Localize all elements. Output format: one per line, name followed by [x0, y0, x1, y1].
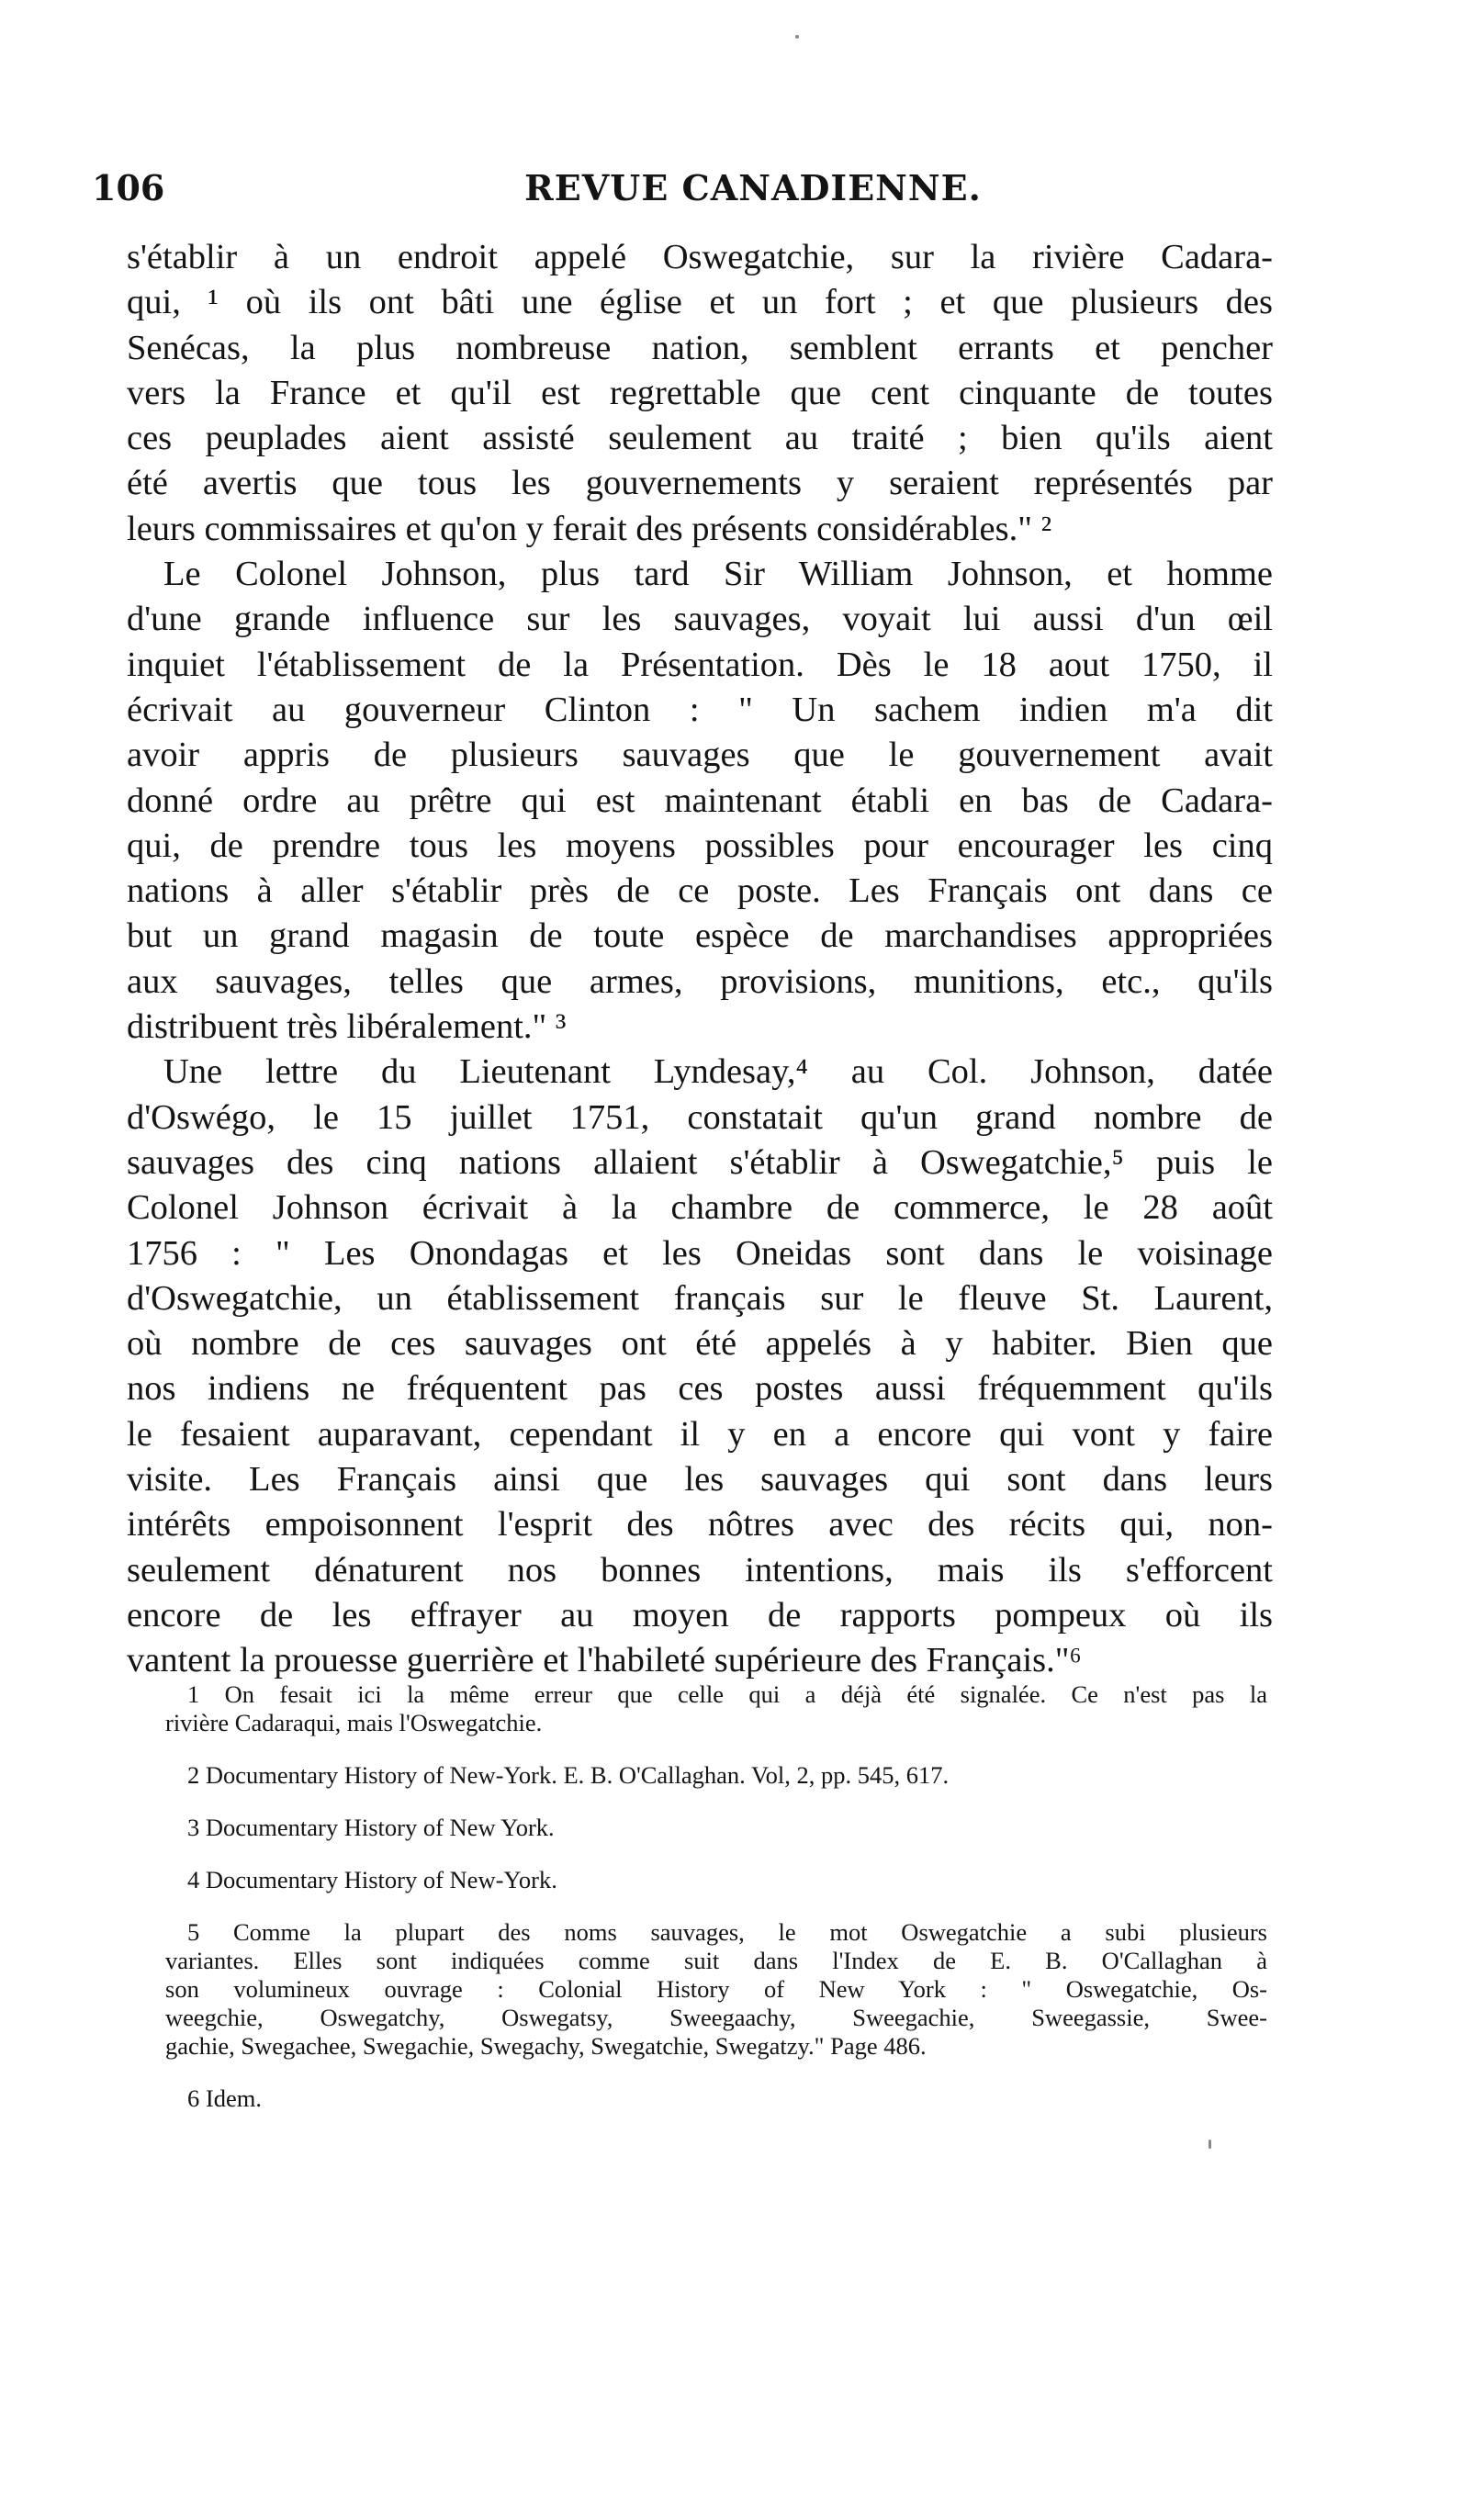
page-header	[92, 167, 1231, 222]
footnote-line: gachie, Swegachee, Swegachie, Swegachy, Swegatchie, Swegatzy." Page 486.	[165, 2032, 927, 2060]
text-line: leurs commissaires et qu'on y ferait des présents considérables." ²	[127, 509, 1052, 548]
text-line: 1756 : " Les Onondagas et les Oneidas sont dans le voisinage	[127, 1233, 1273, 1273]
text-line: Le Colonel Johnson, plus tard Sir William Johnson, et homme	[163, 555, 1273, 594]
footnote	[165, 2084, 1267, 2113]
footnote-line: weegchie, Oswegatchy, Oswegatsy, Sweegaachy, Sweegachie, Sweegassie, Swee-	[165, 2004, 1267, 2031]
text-line: inquiet l'établissement de la Présentation. Dès le 18 aout 1750, il	[127, 645, 1273, 684]
text-line: encore de les effrayer au moyen de rapports pompeux où ils	[127, 1595, 1273, 1635]
text-line: vers la France et qu'il est regrettable que cent cinquante de toutes	[127, 373, 1273, 412]
footnote	[165, 1761, 1267, 1790]
text-line: but un grand magasin de toute espèce de marchandises appropriées	[127, 916, 1273, 956]
footnote	[165, 1814, 1267, 1842]
footnote-line: 5 Comme la plupart des noms sauvages, le mot Oswegatchie a subi plusieurs	[187, 1918, 1267, 1946]
text-line: donné ordre au prêtre qui est maintenant établi en bas de Cadara-	[127, 781, 1273, 820]
text-line: qui, de prendre tous les moyens possibles pour encourager les cinq	[127, 826, 1273, 865]
footnote-line: variantes. Elles sont indiquées comme suit dans l'Index de E. B. O'Callaghan à	[165, 1947, 1267, 1974]
text-line: le fesaient auparavant, cependant il y en a encore qui vont y faire	[127, 1414, 1273, 1454]
text-line: Senécas, la plus nombreuse nation, semblent errants et pencher	[127, 328, 1273, 367]
text-line: ces peuplades aient assisté seulement au traité ; bien qu'ils aient	[127, 419, 1273, 458]
text-line: nos indiens ne fréquentent pas ces postes aussi fréquemment qu'ils	[127, 1369, 1273, 1409]
footnote-line: 6 Idem.	[187, 2084, 262, 2112]
text-line: d'Oswegatchie, un établissement français sur le fleuve St. Laurent,	[127, 1278, 1273, 1318]
paragraph	[127, 1050, 1273, 1683]
text-line: où nombre de ces sauvages ont été appelés à y habiter. Bien que	[127, 1324, 1273, 1364]
text-line: qui, ¹ où ils ont bâti une église et un fort ; et que plusieurs des	[127, 283, 1273, 322]
text-line: distribuent très libéralement." ³	[127, 1007, 567, 1047]
text-line: écrivait au gouverneur Clinton : " Un sachem indien m'a dit	[127, 690, 1273, 729]
text-line: sauvages des cinq nations allaient s'établir à Oswegatchie,⁵ puis le	[127, 1142, 1273, 1182]
text-line: aux sauvages, telles que armes, provisions, munitions, etc., qu'ils	[127, 961, 1273, 1001]
paragraph	[127, 552, 1273, 1050]
text-line: intérêts empoisonnent l'esprit des nôtres avec des récits qui, non-	[127, 1505, 1273, 1545]
text-line: nations à aller s'établir près de ce poste. Les Français ont dans ce	[127, 871, 1273, 911]
footnote-line: rivière Cadaraqui, mais l'Oswegatchie.	[165, 1709, 543, 1736]
footnote	[165, 1866, 1267, 1894]
text-line: avoir appris de plusieurs sauvages que le gouvernement avait	[127, 736, 1273, 775]
text-line: Colonel Johnson écrivait à la chambre de commerce, le 28 août	[127, 1188, 1273, 1228]
footnote-line: 4 Documentary History of New-York.	[187, 1866, 557, 1893]
text-line: s'établir à un endroit appelé Oswegatchie, sur la rivière Cadara-	[127, 238, 1273, 276]
footnote-line: son volumineux ouvrage : Colonial History of New York : " Oswegatchie, Os-	[165, 1975, 1267, 2003]
text-line: été avertis que tous les gouvernements y seraient représentés par	[127, 464, 1273, 503]
page-number: 106	[92, 167, 165, 208]
footnote-line: 1 On fesait ici la même erreur que celle qui a déjà été signalée. Ce n'est pas la	[187, 1680, 1267, 1708]
text-line: vantent la prouesse guerrière et l'habileté supérieure des Français."⁶	[127, 1641, 1082, 1680]
text-line: Une lettre du Lieutenant Lyndesay,⁴ au Col. Johnson, datée	[163, 1052, 1273, 1092]
footnote	[165, 1680, 1267, 1737]
paragraph	[127, 235, 1273, 552]
text-line: d'une grande influence sur les sauvages, voyait lui aussi d'un œil	[127, 600, 1273, 639]
running-title: REVUE CANADIENNE.	[524, 167, 982, 208]
footnote-line: 2 Documentary History of New-York. E. B. O'Callaghan. Vol, 2, pp. 545, 617.	[187, 1761, 950, 1789]
footnote-line: 3 Documentary History of New York.	[187, 1814, 555, 1841]
body-text	[127, 235, 1273, 1684]
text-line: seulement dénaturent nos bonnes intentions, mais ils s'efforcent	[127, 1550, 1273, 1590]
print-speck	[795, 35, 799, 39]
print-speck	[1209, 2140, 1211, 2149]
footnote	[165, 1918, 1267, 2061]
text-line: d'Oswégo, le 15 juillet 1751, constatait qu'un grand nombre de	[127, 1097, 1273, 1137]
footnotes	[165, 1680, 1267, 2137]
text-line: visite. Les Français ainsi que les sauvages qui sont dans leurs	[127, 1460, 1273, 1500]
